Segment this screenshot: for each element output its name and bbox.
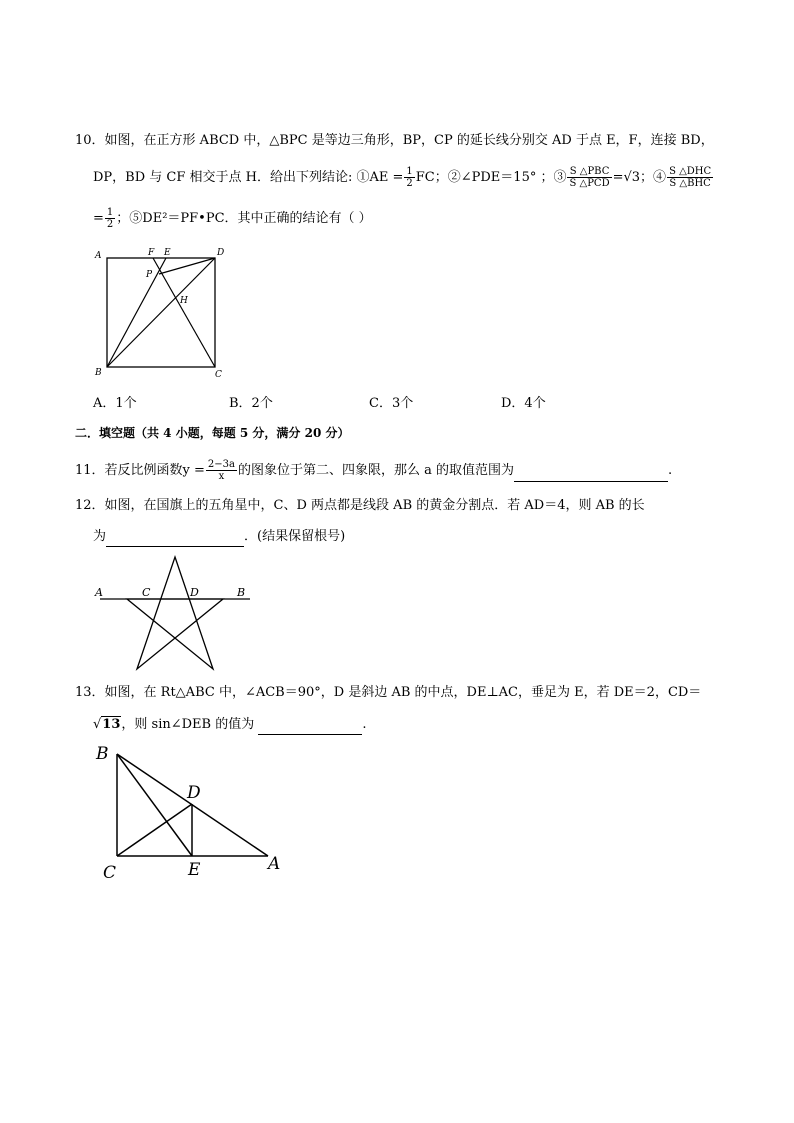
- label-d: D: [187, 783, 201, 803]
- q10-conclusion-1-text: DP，BD 与 CF 相交于点 H．给出下列结论: ①AE =: [93, 170, 404, 185]
- label-b: B: [95, 368, 102, 378]
- q12-line-1: [75, 496, 645, 516]
- q12-stem-text: 12．如图，在国旗上的五角星中，C、D 两点都是线段 AB 的黄金分割点．若 AD＝4，则 AB 的长: [75, 498, 645, 513]
- q10-conclusion-3-text: =√3；④: [612, 170, 667, 185]
- q13-sqrt-radicand: 13: [102, 717, 121, 732]
- frac-numerator: S △DHC: [669, 166, 712, 177]
- segment-bd: [107, 258, 215, 367]
- label-h: H: [180, 296, 188, 306]
- q10-stem-text: 10．如图，在正方形 ABCD 中，△BPC 是等边三角形，BP，CP 的延长线分别交 AD 于点 E，F，连接 BD，: [75, 133, 714, 148]
- q10-option-b[interactable]: B．2个: [229, 396, 273, 411]
- frac-denominator: 2: [406, 178, 413, 189]
- q10-line-1: [75, 131, 714, 151]
- frac-numerator: 2−3a: [207, 459, 235, 470]
- label-d: D: [217, 248, 225, 258]
- q12-note-text: ．(结果保留根号): [244, 529, 346, 544]
- q11-text-middle: 的图象位于第二、四象限，那么 a 的取值范围为: [238, 463, 515, 478]
- q12-text-wei: 为: [93, 529, 107, 544]
- q10-fraction-area-ratio-2: [667, 166, 713, 189]
- q11-period: .: [668, 463, 673, 478]
- frac-numerator: S △PBC: [567, 166, 611, 178]
- q10-fraction-area-ratio-1: [567, 166, 611, 189]
- label-a: A: [95, 251, 102, 261]
- q10-conclusion-5-text: ；⑤DE²＝PF•PC．其中正确的结论有（ ）: [116, 211, 372, 226]
- q10-conclusion-2-text: FC；②∠PDE＝15° ；③: [415, 170, 567, 185]
- segment-be: [117, 754, 192, 856]
- star-outline: [127, 557, 223, 669]
- q13-answer-blank[interactable]: [258, 720, 362, 735]
- q12-answer-blank[interactable]: [106, 532, 244, 547]
- label-e: E: [164, 248, 171, 258]
- frac-denominator: S △PCD: [569, 178, 610, 189]
- q12-line-2: [93, 527, 345, 547]
- label-c: C: [142, 586, 151, 599]
- label-a: A: [268, 854, 281, 874]
- segment-cf: [153, 258, 215, 367]
- q13-question-text: ，则 sin∠DEB 的值为: [121, 717, 255, 732]
- frac-denominator: S △BHC: [669, 178, 711, 189]
- label-a: A: [95, 586, 103, 599]
- frac-numerator: 1: [106, 207, 114, 218]
- q13-triangle-figure: [92, 740, 292, 885]
- label-e: E: [188, 860, 201, 880]
- q11-answer-blank[interactable]: [514, 467, 668, 482]
- q10-line-2: [93, 166, 714, 189]
- label-b: B: [96, 744, 109, 764]
- label-d: D: [190, 586, 199, 599]
- q13-line-2: [93, 715, 367, 735]
- frac-denominator: 2: [106, 219, 114, 230]
- q10-option-c[interactable]: C．3个: [369, 396, 414, 411]
- label-c: C: [103, 863, 117, 883]
- frac-numerator: 1: [406, 166, 413, 177]
- label-c: C: [215, 370, 222, 380]
- q11-line: [75, 459, 672, 482]
- label-f: F: [148, 248, 155, 258]
- q12-star-figure: [90, 553, 260, 678]
- q11-text-start: 11．若反比例函数y =: [75, 463, 205, 478]
- frac-denominator: x: [218, 471, 225, 482]
- segment-cd: [117, 804, 192, 856]
- q10-fraction-half: [404, 166, 414, 189]
- section-heading-text: 二．填空题（共 4 小题，每题 5 分，满分 20 分）: [75, 426, 350, 440]
- label-b: B: [237, 586, 246, 599]
- q13-line-1: [75, 683, 701, 703]
- q11-function-fraction: [206, 459, 237, 482]
- q10-equals: =: [93, 211, 104, 226]
- q10-square-figure: [90, 244, 230, 384]
- q10-fraction-half-2: [105, 207, 115, 230]
- q13-stem-text: 13．如图，在 Rt△ABC 中，∠ACB＝90°，D 是斜边 AB 的中点，DE⊥AC，垂足为 E，若 DE＝2，CD＝: [75, 685, 702, 700]
- label-p: P: [146, 270, 153, 280]
- q10-line-3: [93, 207, 372, 230]
- q10-option-a[interactable]: A．1个: [93, 396, 137, 411]
- q13-period: .: [362, 717, 367, 732]
- section-heading: [75, 423, 349, 443]
- segment-be: [107, 258, 166, 367]
- q10-option-d[interactable]: D．4个: [501, 396, 546, 411]
- sqrt-symbol: √: [93, 717, 102, 732]
